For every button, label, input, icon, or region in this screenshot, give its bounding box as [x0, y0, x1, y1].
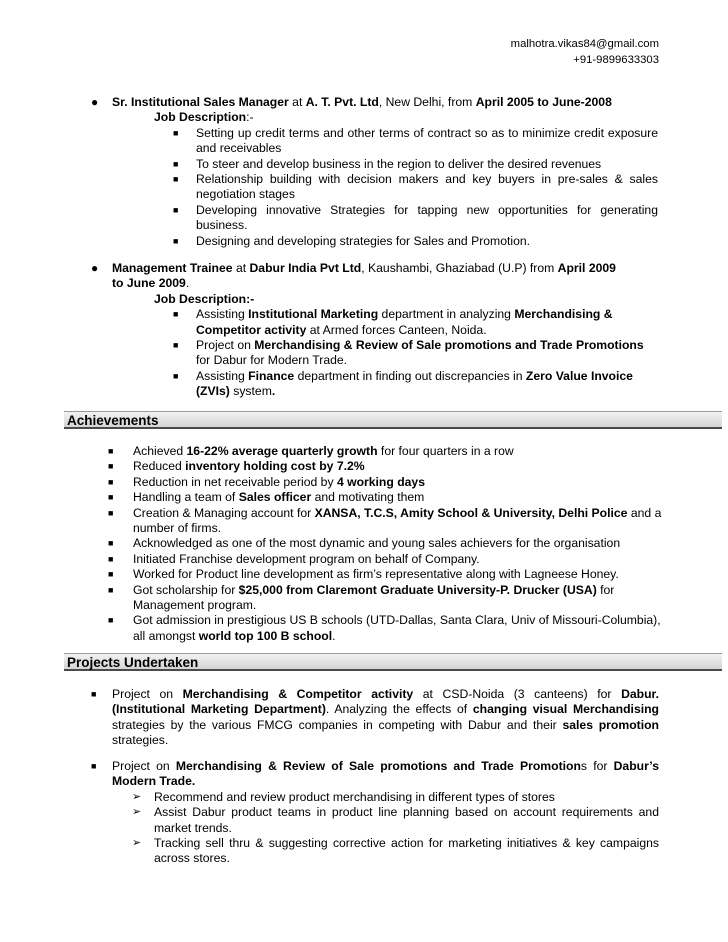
square-bullet-icon: ■: [173, 158, 179, 169]
contact-block: [511, 36, 659, 68]
list-item: ➢ Tracking sell thru & suggesting corrective action for marketing initiatives & key campaigns across stores.: [132, 836, 659, 866]
square-bullet-icon: ■: [108, 492, 114, 503]
section-header-projects: Projects Undertaken: [64, 653, 722, 671]
achievements-list: [108, 444, 663, 644]
list-item: ■ Initiated Franchise development program on behalf of Company.: [108, 551, 480, 566]
job-role: Sr. Institutional Sales Manager: [112, 95, 289, 109]
square-bullet-icon: ■: [91, 761, 97, 771]
list-item: ■ Got scholarship for $25,000 from Claremont Graduate University-P. Drucker (USA) for Management program.: [108, 582, 615, 613]
list-item: ➢ Assist Dabur product teams in product line planning based on account requirements and market trends.: [132, 805, 659, 835]
square-bullet-icon: ■: [173, 370, 179, 381]
job-description-label: Job Description:-: [154, 291, 255, 306]
square-bullet-icon: ■: [108, 569, 114, 580]
square-bullet-icon: ■: [173, 309, 179, 320]
list-item: ■ Relationship building with decision makers and key buyers in pre-sales & sales negotiation stages: [173, 172, 658, 202]
square-bullet-icon: ■: [108, 507, 114, 518]
square-bullet-icon: ■: [173, 235, 179, 246]
list-item: ■ Achieved 16-22% average quarterly growth for four quarters in a row: [108, 444, 514, 458]
list-item: ■ Assisting Finance department in finding out discrepancies in Zero Value Invoice (ZVIs) system.: [173, 368, 633, 399]
square-bullet-icon: ■: [173, 127, 179, 138]
list-item: ➢ Recommend and review product merchandising in different types of stores: [132, 789, 555, 804]
experience-heading: Management Trainee at Dabur India Pvt Ltd, Kaushambi, Ghaziabad (U.P) from April 2009: [112, 261, 616, 275]
project-entry-1: ■ Project on Merchandising & Competitor activity at CSD-Noida (3 canteens) for Dabur. (Institutional Marketing Department). Analyzing the effects of changing visual Merchandising strategies by the various FMCG companies in competing with Dabur and their sales promotion strategies.: [91, 687, 659, 748]
bullet-dot-icon: ●: [91, 261, 99, 275]
arrow-bullet-icon: ➢: [132, 837, 142, 850]
list-item: ■ Reduction in net receivable period by 4 working days: [108, 474, 425, 489]
square-bullet-icon: ■: [108, 446, 114, 456]
company-name: A. T. Pvt. Ltd: [305, 95, 379, 109]
list-item: ■ Acknowledged as one of the most dynamic and young sales achievers for the organisation: [108, 536, 621, 551]
list-item: ■ Handling a team of Sales officer and motivating them: [108, 490, 425, 505]
list-item: ■ Designing and developing strategies for Sales and Promotion.: [173, 233, 531, 248]
experience-entry-1: [91, 95, 658, 249]
section-header-achievements: Achievements: [64, 411, 722, 429]
list-item: ■ Creation & Managing account for XANSA, T.C.S, Amity School & University, Delhi Police and a number of firms.: [108, 505, 662, 536]
job-role: Management Trainee: [112, 261, 233, 275]
list-item: ■ Reduced inventory holding cost by 7.2%: [108, 459, 365, 474]
list-item: ■ Assisting Institutional Marketing department in analyzing Merchandising & Competitor activity at Armed forces Canteen, Noida.: [173, 307, 613, 337]
square-bullet-icon: ■: [108, 584, 114, 595]
square-bullet-icon: ■: [173, 204, 179, 215]
square-bullet-icon: ■: [108, 615, 114, 626]
duties-list: [173, 125, 658, 249]
experience-heading: Sr. Institutional Sales Manager at A. T. Pvt. Ltd, New Delhi, from April 2005 to June-2008: [112, 95, 612, 109]
project-entry-2: ■ Project on Merchandising & Review of Sale promotions and Trade Promotions for Dabur’s Modern Trade. ➢ Recommend and review product merchandising in different types of stores ➢ Assist Dabur product teams in product line planning based on account requirements and market trends. ➢ Tracking sell thru & suggesting corrective action for marketing initiatives & key campaigns across stores.: [91, 759, 660, 866]
square-bullet-icon: ■: [173, 340, 179, 351]
list-item: ■ Worked for Product line development as firm’s representative along with Lagneese Honey.: [108, 567, 619, 582]
list-item: ■ Project on Merchandising & Review of Sale promotions and Trade Promotions for Dabur for Modern Trade.: [173, 338, 644, 368]
job-description-label: Job Description:-: [154, 110, 254, 125]
list-item: ■ To steer and develop business in the region to deliver the desired revenues: [173, 156, 602, 171]
square-bullet-icon: ■: [108, 553, 114, 564]
bullet-dot-icon: ●: [91, 95, 99, 109]
arrow-bullet-icon: ➢: [132, 806, 142, 819]
project-points-list: [132, 789, 659, 867]
contact-phone: +91-9899633303: [573, 54, 659, 66]
company-name: Dabur India Pvt Ltd: [249, 261, 362, 275]
list-item: ■ Got admission in prestigious US B schools (UTD-Dallas, Santa Clara, Univ of Missouri-Columbia), all amongst world top 100 B school.: [108, 613, 661, 643]
arrow-bullet-icon: ➢: [132, 790, 142, 803]
square-bullet-icon: ■: [108, 538, 114, 549]
square-bullet-icon: ■: [91, 689, 97, 699]
square-bullet-icon: ■: [108, 476, 114, 487]
contact-email[interactable]: malhotra.vikas84@gmail.com: [510, 38, 659, 50]
list-item: ■ Developing innovative Strategies for tapping new opportunities for generating business.: [173, 202, 658, 233]
duties-list: [173, 307, 658, 399]
square-bullet-icon: ■: [173, 174, 179, 185]
experience-entry-2: ● Management Trainee at Dabur India Pvt Ltd, Kaushambi, Ghaziabad (U.P) from April 2009 to June 2009. Job Description:- ■ Assisting Institutional Marketing department in analyzing Merchandising & Competitor activity at Armed forces Canteen, Noida. ■ Project on Merchandising & Review of Sale promotions and Trade Promotions for Dabur for Modern Trade. ■ Assisting Finance department in finding out discrepancies in Zero Value Invoice (ZVIs) system.: [112, 261, 658, 400]
list-item: ■ Setting up credit terms and other terms of contract so as to minimize credit exposure and receivables: [173, 125, 658, 156]
job-period: April 2005 to June-2008: [475, 95, 612, 109]
job-period: April 2009: [557, 261, 616, 275]
square-bullet-icon: ■: [108, 461, 114, 472]
